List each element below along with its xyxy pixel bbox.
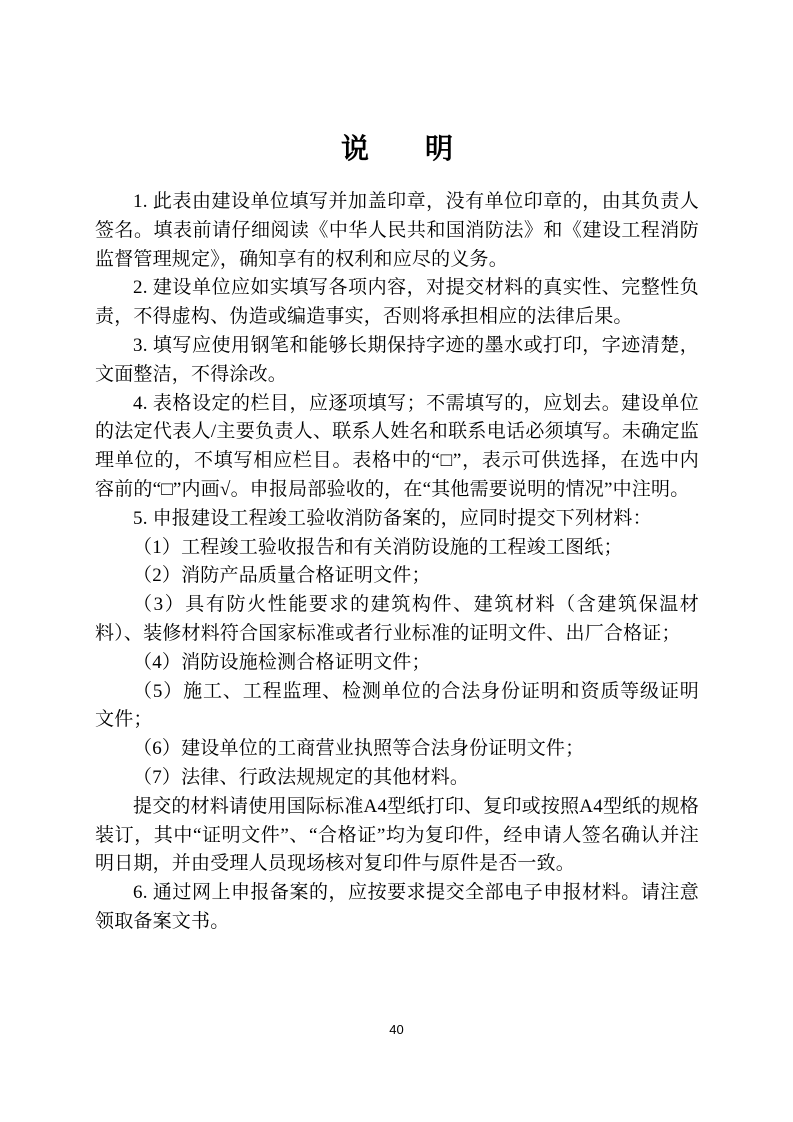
- list-item-2: （2）消防产品质量合格证明文件；: [133, 565, 431, 587]
- document-body: [95, 132, 699, 937]
- paragraph-6: 6. 通过网上申报备案的，应按要求提交全部电子申报材料。请注意领取备案文书。: [95, 882, 699, 932]
- paragraph-a4-note: 提交的材料请使用国际标准A4型纸打印、复印或按照A4型纸的规格装订，其中“证明文件”、“合格证”均为复印件，经申请人签名确认并注明日期，并由受理人员现场核对复印件与原件是否一致。: [95, 795, 699, 875]
- paragraph-3: 3. 填写应使用钢笔和能够长期保持字迹的墨水或打印，字迹清楚，文面整洁，不得涂改。: [95, 334, 699, 385]
- list-item-3: （3）具有防火性能要求的建筑构件、建筑材料（含建筑保温材料）、装修材料符合国家标准或者行业标准的证明文件、出厂合格证；: [95, 594, 699, 644]
- list-item-5: （5）施工、工程监理、检测单位的合法身份证明和资质等级证明文件；: [95, 680, 699, 731]
- page-title: 说 明: [340, 134, 453, 165]
- paragraph-5: 5. 申报建设工程竣工验收消防备案的，应同时提交下列材料：: [133, 507, 652, 529]
- paragraph-2: 2. 建设单位应如实填写各项内容，对提交材料的真实性、完整性负责，不得虚构、伪造或编造事实，否则将承担相应的法律后果。: [95, 277, 699, 328]
- list-item-1: （1）工程竣工验收报告和有关消防设施的工程竣工图纸；: [133, 536, 623, 558]
- paragraph-4: 4. 表格设定的栏目，应逐项填写；不需填写的，应划去。建设单位的法定代表人/主要负责人、联系人姓名和联系电话必须填写。未确定监理单位的，不填写相应栏目。表格中的“□”，表示可供选择，在选中内容前的“□”内画√。申报局部验收的，在“其他需要说明的情况”中注明。: [95, 392, 699, 500]
- list-item-6: （6）建设单位的工商营业执照等合法身份证明文件；: [133, 738, 585, 760]
- list-item-7: （7）法律、行政法规规定的其他材料。: [133, 766, 470, 788]
- paragraph-1: 1. 此表由建设单位填写并加盖印章，没有单位印章的，由其负责人签名。填表前请仔细阅读《中华人民共和国消防法》和《建设工程消防监督管理规定》，确知享有的权利和应尽的义务。: [95, 191, 699, 270]
- page-number: 40: [389, 1022, 404, 1037]
- list-item-4: （4）消防设施检测合格证明文件；: [133, 651, 431, 673]
